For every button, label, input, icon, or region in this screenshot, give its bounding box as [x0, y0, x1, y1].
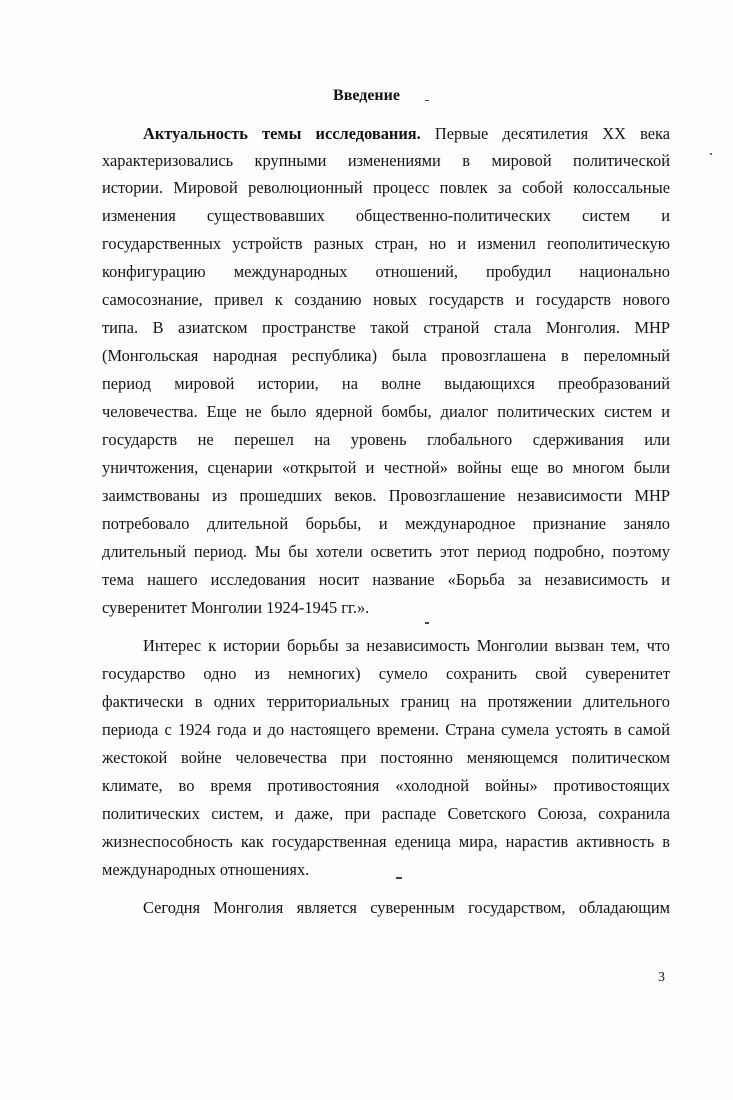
paragraph-1-line-1-text: Первые десятилетия XX века	[420, 124, 670, 143]
paragraph-1-line-16: длительный период. Мы бы хотели осветить этот период подробно, поэтому	[102, 542, 670, 561]
paragraph-1-line-7: самосознание, привел к созданию новых государств и государств нового	[102, 290, 670, 309]
paragraph-2-line-1: Интерес к истории борьбы за независимость Монголии вызван тем, что	[143, 636, 670, 655]
paragraph-1-line-12: государств не перешел на уровень глобального сдерживания или	[102, 430, 670, 449]
paragraph-2-line-9: международных отношениях.	[102, 860, 310, 879]
paragraph-1-line-5: государственных устройств разных стран, но и изменил геополитическую	[102, 234, 670, 253]
paragraph-1-line-9: (Монгольская народная республика) была провозглашена в переломный	[102, 346, 670, 365]
paragraph-2-line-6: климате, во время противостояния «холодной войны» противостоящих	[102, 776, 670, 795]
page-number: 3	[658, 970, 665, 985]
paragraph-2-line-2: государство одно из немногих) сумело сохранить свой суверенитет	[102, 664, 670, 683]
paragraph-2-line-7: политических систем, и даже, при распаде Советского Союза, сохранила	[102, 804, 670, 823]
speck-para2	[396, 877, 402, 879]
paragraph-1-line-11: человечества. Еще не было ядерной бомбы, диалог политических систем и	[102, 402, 670, 421]
speck-para1	[425, 622, 429, 624]
paragraph-1-line-6: конфигурацию международных отношений, пробудил национально	[102, 262, 670, 281]
paragraph-1-line-3: истории. Мировой революционный процесс повлек за собой колоссальные	[102, 178, 670, 197]
paragraph-1-line-15: потребовало длительной борьбы, и международное признание заняло	[102, 514, 670, 533]
paragraph-2-line-4: периода с 1924 года и до настоящего времени. Страна сумела устоять в самой	[102, 720, 670, 739]
paragraph-1-line-4: изменения существовавших общественно-политических систем и	[102, 206, 670, 225]
speck-heading	[425, 100, 429, 101]
paragraph-1-line-18: суверенитет Монголии 1924-1945 гг.».	[102, 598, 370, 617]
paragraph-3-line-1: Сегодня Монголия является суверенным государством, обладающим	[143, 898, 670, 917]
paragraph-1-line-17: тема нашего исследования носит название «Борьба за независимость и	[102, 570, 670, 589]
paragraph-1-line-10: период мировой истории, на волне выдающихся преобразований	[102, 374, 670, 393]
paragraph-1-line-8: типа. В азиатском пространстве такой страной стала Монголия. МНР	[102, 318, 670, 337]
speck-margin	[710, 153, 712, 155]
paragraph-2-line-5: жестокой войне человечества при постоянно меняющемся политическом	[102, 748, 670, 767]
paragraph-1-line-14: заимствованы из прошедших веков. Провозглашение независимости МНР	[102, 486, 670, 505]
paragraph-2-line-3: фактически в одних территориальных границ на протяжении длительного	[102, 692, 670, 711]
paragraph-1-line-13: уничтожения, сценарии «открытой и честной» войны еще во многом были	[102, 458, 670, 477]
relevance-lead: Актуальность темы исследования.	[143, 124, 421, 143]
section-heading: Введение	[333, 87, 400, 104]
paragraph-1-line-2: характеризовались крупными изменениями в мировой политической	[102, 151, 670, 170]
paragraph-2-line-8: жизнеспособность как государственная еденица мира, нарастив активность в	[102, 832, 670, 851]
